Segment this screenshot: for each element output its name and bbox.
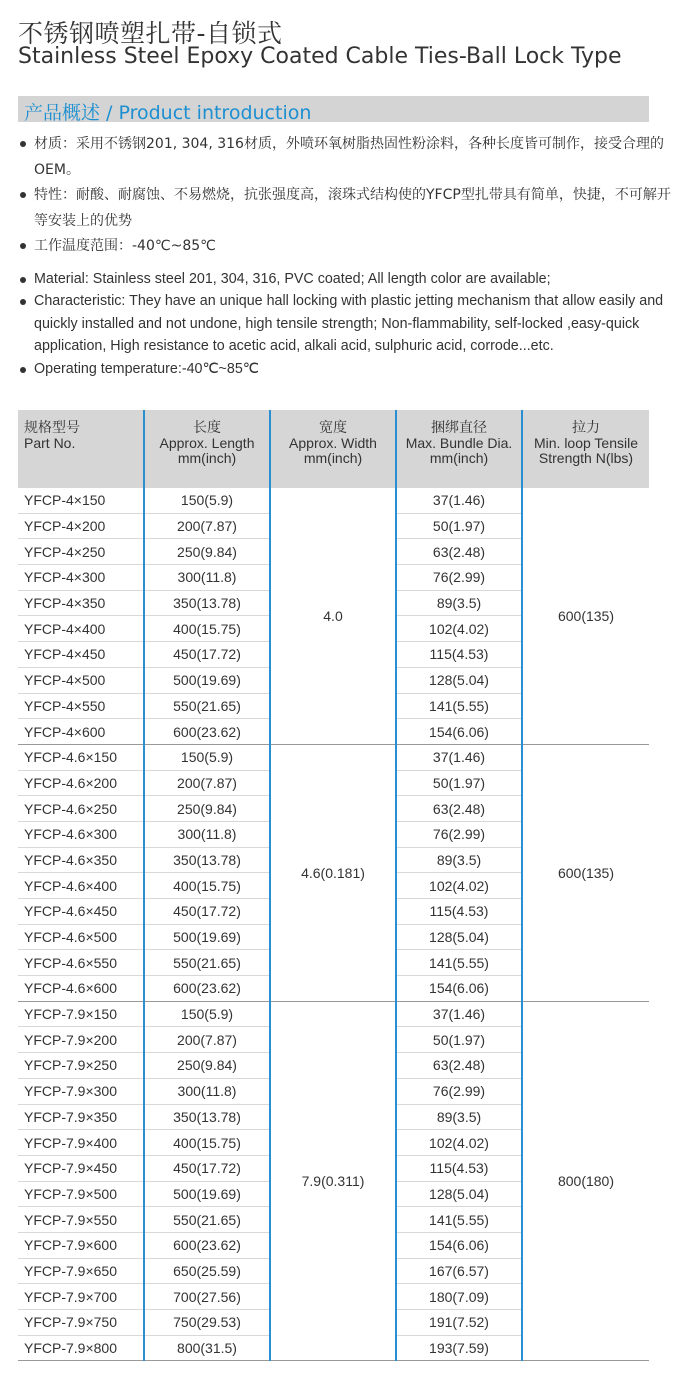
cell-part-no: YFCP-4×150 [18,488,144,513]
cell-length: 500(19.69) [144,1181,270,1207]
header-bundle-dia: 捆绑直径 Max. Bundle Dia. mm(inch) [396,410,522,488]
cell-length: 600(23.62) [144,1232,270,1258]
table-row [18,744,649,770]
cell-part-no: YFCP-7.9×450 [18,1155,144,1181]
cell-bundle-dia: 193(7.59) [396,1335,522,1361]
cell-part-no: YFCP-4×550 [18,693,144,719]
cell-bundle-dia: 115(4.53) [396,1155,522,1181]
cell-width: 4.0 [270,488,396,744]
cell-part-no: YFCP-4.6×400 [18,873,144,899]
cell-part-no: YFCP-4×600 [18,719,144,745]
cell-bundle-dia: 76(2.99) [396,565,522,591]
cell-bundle-dia: 89(3.5) [396,847,522,873]
cell-part-no: YFCP-7.9×750 [18,1310,144,1336]
table-body [18,488,649,1361]
cell-length: 550(21.65) [144,693,270,719]
cell-part-no: YFCP-4.6×550 [18,950,144,976]
cell-part-no: YFCP-7.9×650 [18,1258,144,1284]
cell-tensile: 800(180) [522,1001,649,1361]
cell-part-no: YFCP-4.6×500 [18,924,144,950]
cell-part-no: YFCP-7.9×300 [18,1078,144,1104]
cell-length: 350(13.78) [144,847,270,873]
cell-length: 750(29.53) [144,1310,270,1336]
cell-width: 4.6(0.181) [270,744,396,1001]
header-tensile: 拉力 Min. loop Tensile Strength N(lbs) [522,410,649,488]
cell-part-no: YFCP-7.9×200 [18,1027,144,1053]
cell-length: 450(17.72) [144,1155,270,1181]
cell-bundle-dia: 76(2.99) [396,821,522,847]
cell-length: 300(11.8) [144,821,270,847]
header-part-no: 规格型号 Part No. [18,410,144,488]
cell-part-no: YFCP-4.6×350 [18,847,144,873]
bullet-characteristic-cn: 特性：耐酸、耐腐蚀、不易燃烧，抗张强度高，滚珠式结构使的YFCP型扎带具有简单，快捷，不可解开等安装上的优势 [18,183,678,234]
section-header [18,96,649,122]
cell-part-no: YFCP-4.6×450 [18,899,144,925]
cell-bundle-dia: 102(4.02) [396,616,522,642]
header-width: 宽度 Approx. Width mm(inch) [270,410,396,488]
cell-part-no: YFCP-7.9×500 [18,1181,144,1207]
cell-bundle-dia: 37(1.46) [396,744,522,770]
cell-part-no: YFCP-4.6×300 [18,821,144,847]
cell-bundle-dia: 63(2.48) [396,539,522,565]
cell-part-no: YFCP-4×500 [18,667,144,693]
cell-bundle-dia: 180(7.09) [396,1284,522,1310]
cell-length: 300(11.8) [144,565,270,591]
cell-length: 450(17.72) [144,899,270,925]
cell-length: 700(27.56) [144,1284,270,1310]
cell-length: 800(31.5) [144,1335,270,1361]
cell-bundle-dia: 128(5.04) [396,1181,522,1207]
cell-bundle-dia: 102(4.02) [396,1130,522,1156]
cell-bundle-dia: 50(1.97) [396,1027,522,1053]
cell-part-no: YFCP-7.9×550 [18,1207,144,1233]
cell-length: 550(21.65) [144,1207,270,1233]
cell-length: 400(15.75) [144,1130,270,1156]
cell-bundle-dia: 115(4.53) [396,899,522,925]
table-row [18,1001,649,1027]
cell-length: 400(15.75) [144,873,270,899]
cell-bundle-dia: 50(1.97) [396,770,522,796]
cell-bundle-dia: 89(3.5) [396,590,522,616]
cell-length: 500(19.69) [144,924,270,950]
bullet-material-cn: 材质：采用不锈钢201, 304, 316材质，外喷环氧树脂热固性粉涂料，各种长度皆可制作，接受合理的OEM。 [18,132,678,183]
cell-bundle-dia: 37(1.46) [396,488,522,513]
cell-part-no: YFCP-7.9×600 [18,1232,144,1258]
page-title-cn: 不锈钢喷塑扎带-自锁式 [18,19,283,48]
cell-bundle-dia: 141(5.55) [396,1207,522,1233]
cell-bundle-dia: 63(2.48) [396,1053,522,1079]
product-introduction [18,132,678,380]
cell-tensile: 600(135) [522,488,649,744]
cell-length: 400(15.75) [144,616,270,642]
cell-part-no: YFCP-7.9×150 [18,1001,144,1027]
cell-bundle-dia: 63(2.48) [396,796,522,822]
cell-part-no: YFCP-7.9×250 [18,1053,144,1079]
cell-part-no: YFCP-4×250 [18,539,144,565]
cell-part-no: YFCP-4.6×150 [18,744,144,770]
spec-table-wrapper [18,410,649,1361]
cell-bundle-dia: 76(2.99) [396,1078,522,1104]
cell-length: 450(17.72) [144,642,270,668]
cell-length: 150(5.9) [144,744,270,770]
cell-length: 200(7.87) [144,1027,270,1053]
cell-part-no: YFCP-7.9×800 [18,1335,144,1361]
cell-bundle-dia: 37(1.46) [396,1001,522,1027]
cell-part-no: YFCP-7.9×400 [18,1130,144,1156]
cell-length: 200(7.87) [144,770,270,796]
cell-part-no: YFCP-4×200 [18,513,144,539]
cell-bundle-dia: 50(1.97) [396,513,522,539]
cell-part-no: YFCP-4.6×600 [18,976,144,1002]
cell-length: 350(13.78) [144,1104,270,1130]
cell-length: 250(9.84) [144,1053,270,1079]
cell-bundle-dia: 128(5.04) [396,924,522,950]
cell-length: 600(23.62) [144,976,270,1002]
cell-bundle-dia: 141(5.55) [396,950,522,976]
cell-bundle-dia: 128(5.04) [396,667,522,693]
cell-length: 200(7.87) [144,513,270,539]
bullet-temperature-en: Operating temperature:-40℃~85℃ [18,358,678,381]
header-length: 长度 Approx. Length mm(inch) [144,410,270,488]
cell-tensile: 600(135) [522,744,649,1001]
cell-bundle-dia: 141(5.55) [396,693,522,719]
table-row [18,488,649,513]
cell-part-no: YFCP-4×450 [18,642,144,668]
bullet-material-en: Material: Stainless steel 201, 304, 316, PVC coated; All length color are available; [18,268,678,291]
cell-bundle-dia: 115(4.53) [396,642,522,668]
cell-part-no: YFCP-7.9×700 [18,1284,144,1310]
cell-part-no: YFCP-4×300 [18,565,144,591]
cell-length: 550(21.65) [144,950,270,976]
cell-length: 650(25.59) [144,1258,270,1284]
section-title: 产品概述 / Product introduction [24,102,312,124]
cell-part-no: YFCP-4×400 [18,616,144,642]
table-header-row [18,410,649,488]
bullet-characteristic-en: Characteristic: They have an unique hall locking with plastic jetting mechanism that allow easily and quickly installed and not undone, high tensile strength; Non-flammability, self-locked ,easy-quick application, High resistance to acetic acid, alkali acid, sulphuric acid, corrode...etc. [18,290,678,358]
page-title-en: Stainless Steel Epoxy Coated Cable Ties-Ball Lock Type [18,44,622,69]
cell-part-no: YFCP-4.6×250 [18,796,144,822]
cell-part-no: YFCP-7.9×350 [18,1104,144,1130]
cell-length: 350(13.78) [144,590,270,616]
cell-length: 250(9.84) [144,796,270,822]
cell-length: 250(9.84) [144,539,270,565]
cell-bundle-dia: 89(3.5) [396,1104,522,1130]
cell-bundle-dia: 154(6.06) [396,976,522,1002]
cell-part-no: YFCP-4×350 [18,590,144,616]
cell-bundle-dia: 154(6.06) [396,719,522,745]
cell-length: 150(5.9) [144,488,270,513]
spec-table [18,410,649,1361]
cell-bundle-dia: 167(6.57) [396,1258,522,1284]
cell-length: 600(23.62) [144,719,270,745]
cell-bundle-dia: 191(7.52) [396,1310,522,1336]
cell-length: 300(11.8) [144,1078,270,1104]
cell-length: 150(5.9) [144,1001,270,1027]
cell-bundle-dia: 154(6.06) [396,1232,522,1258]
cell-bundle-dia: 102(4.02) [396,873,522,899]
cell-width: 7.9(0.311) [270,1001,396,1361]
cell-length: 500(19.69) [144,667,270,693]
bullet-temperature-cn: 工作温度范围：-40℃~85℃ [18,234,678,260]
cell-part-no: YFCP-4.6×200 [18,770,144,796]
